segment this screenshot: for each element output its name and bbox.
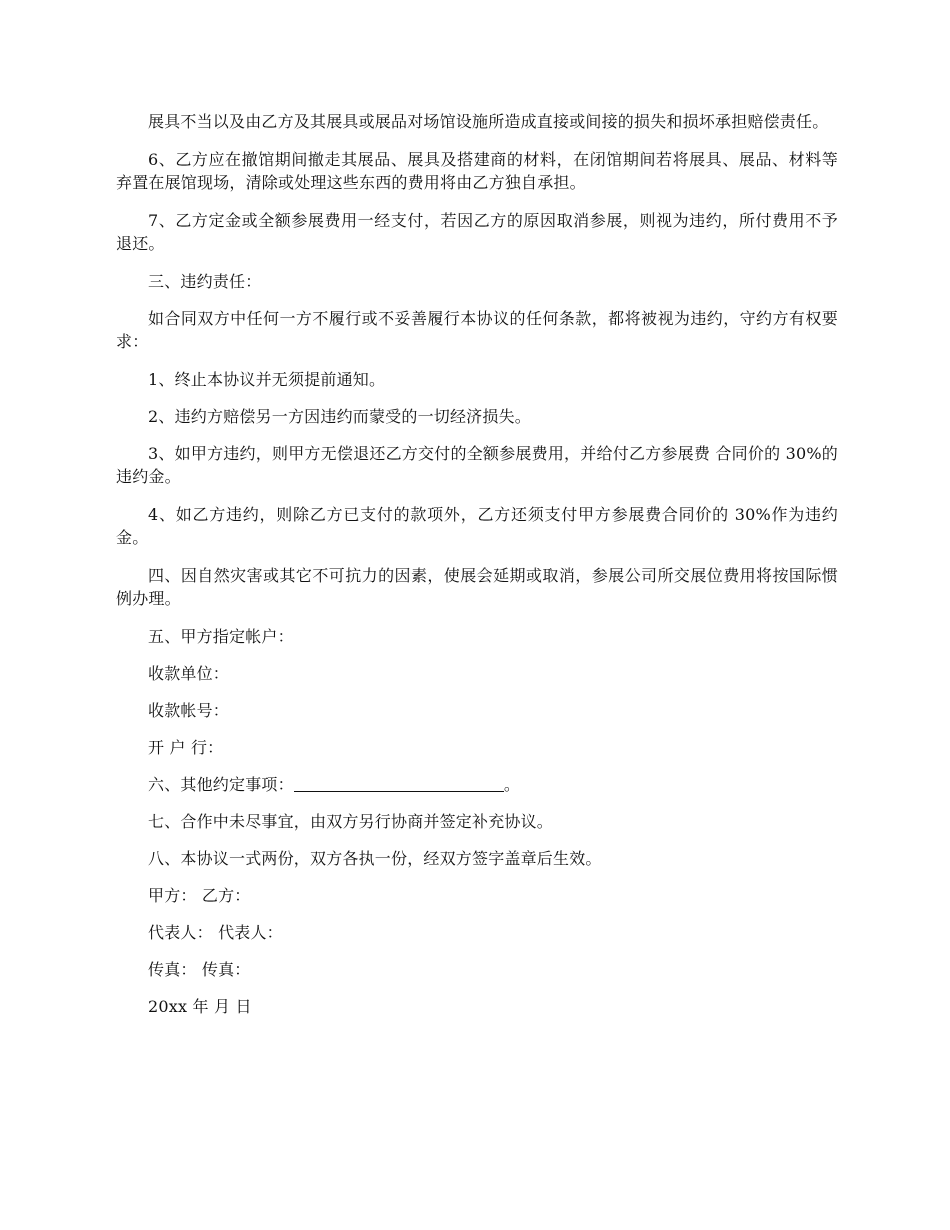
account-bank: 开 户 行： [148, 738, 224, 757]
signature-fax: 传真： 传真： [148, 960, 251, 979]
signature-date: 20xx 年 月 日 [148, 997, 252, 1016]
paragraph-breach-2: 2、违约方赔偿另一方因违约而蒙受的一切经济损失。 [148, 407, 531, 426]
signature-representatives: 代表人： 代表人： [148, 923, 283, 942]
heading-breach-liability: 三、违约责任： [148, 272, 262, 291]
account-number: 收款帐号： [148, 701, 230, 720]
signature-parties: 甲方： 乙方： [148, 886, 251, 905]
account-payee: 收款单位： [148, 664, 230, 683]
heading-party-a-account: 五、甲方指定帐户： [148, 627, 294, 646]
paragraph-breach-4: 4、如乙方违约，则除乙方已支付的款项外，乙方还须支付甲方参展费合同价的 30%作为违约金。 [116, 505, 838, 547]
paragraph-breach-1: 1、终止本协议并无须提前通知。 [148, 370, 386, 389]
other-terms-blank-line [294, 774, 504, 792]
paragraph-breach-intro: 如合同双方中任何一方不履行或不妥善履行本协议的任何条款，都将被视为违约，守约方有权要求： [116, 309, 838, 351]
paragraph-other-terms [116, 773, 838, 796]
paragraph-supplementary: 七、合作中未尽事宜，由双方另行协商并签定补充协议。 [148, 812, 554, 831]
paragraph-copies: 八、本协议一式两份，双方各执一份，经双方签字盖章后生效。 [148, 849, 602, 868]
other-terms-end: 。 [503, 775, 521, 794]
document-body [116, 110, 838, 1032]
other-terms-label: 六、其他约定事项： [148, 775, 294, 794]
paragraph-force-majeure: 四、因自然灾害或其它不可抗力的因素，使展会延期或取消，参展公司所交展位费用将按国际惯例办理。 [116, 566, 838, 608]
paragraph-clause-7: 7、乙方定金或全额参展费用一经支付，若因乙方的原因取消参展，则视为违约，所付费用不予退还。 [116, 211, 838, 253]
paragraph-exhibit-damage-liability: 展具不当以及由乙方及其展具或展品对场馆设施所造成直接或间接的损失和损坏承担赔偿责任。 [148, 112, 829, 131]
paragraph-clause-6: 6、乙方应在撤馆期间撤走其展品、展具及搭建商的材料，在闭馆期间若将展具、展品、材料等弃置在展馆现场，清除或处理这些东西的费用将由乙方独自承担。 [116, 150, 838, 192]
paragraph-breach-3: 3、如甲方违约，则甲方无偿退还乙方交付的全额参展费用，并给付乙方参展费 合同价的 30%的违约金。 [116, 444, 838, 486]
